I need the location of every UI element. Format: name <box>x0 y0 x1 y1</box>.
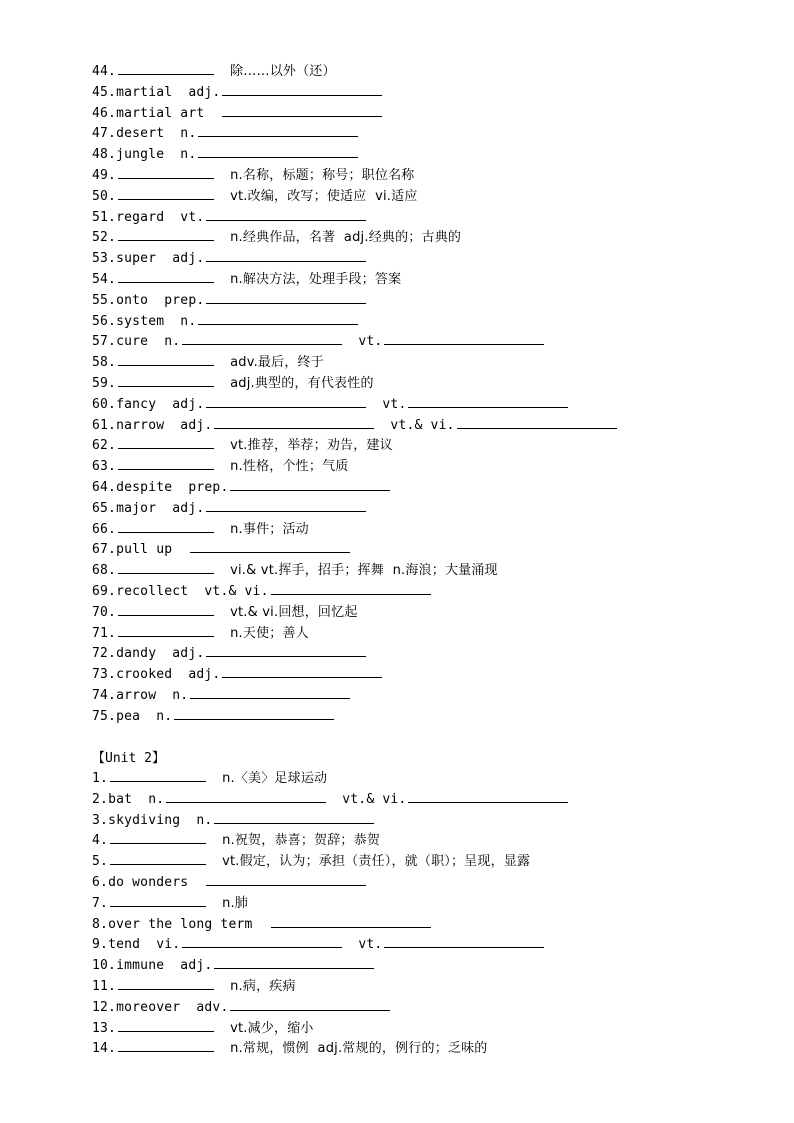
vocab-item <box>92 560 619 581</box>
answer-blank[interactable] <box>110 768 206 782</box>
answer-blank[interactable] <box>118 165 214 179</box>
vocab-item <box>92 810 570 831</box>
answer-blank[interactable] <box>118 269 214 283</box>
answer-blank[interactable] <box>118 61 214 75</box>
item-text: n.〈美〉足球运动 <box>222 771 328 786</box>
answer-blank[interactable] <box>384 934 544 948</box>
vocab-item <box>92 914 570 935</box>
item-text: arrow n. <box>116 687 189 703</box>
item-number: 2. <box>92 791 109 807</box>
item-number: 4. <box>92 833 109 849</box>
item-number: 5. <box>92 854 109 870</box>
vocab-item <box>92 144 619 165</box>
item-text: n.病，疾病 <box>230 978 296 994</box>
item-number: 46. <box>92 105 117 121</box>
vocab-item <box>92 123 619 144</box>
item-number: 70. <box>92 604 117 620</box>
item-number: 74. <box>92 687 117 703</box>
item-text: n.经典作品，名著 adj.经典的；古典的 <box>230 230 462 246</box>
item-number: 62. <box>92 438 117 454</box>
answer-blank[interactable] <box>206 872 366 886</box>
item-number: 64. <box>92 479 117 495</box>
answer-blank[interactable] <box>118 227 214 241</box>
item-number: 59. <box>92 375 117 391</box>
answer-blank[interactable] <box>118 560 214 574</box>
vocab-item <box>92 872 570 893</box>
vocab-item <box>92 643 619 664</box>
item-number: 63. <box>92 459 117 475</box>
answer-blank[interactable] <box>271 581 431 595</box>
answer-blank[interactable] <box>174 706 334 720</box>
answer-blank[interactable] <box>118 1018 214 1032</box>
item-text: vt.假定，认为；承担（责任），就（职）；呈现，显露 <box>222 854 531 870</box>
answer-blank[interactable] <box>222 82 382 96</box>
answer-blank[interactable] <box>214 955 374 969</box>
item-number: 58. <box>92 355 117 371</box>
answer-blank[interactable] <box>206 248 366 262</box>
vocab-item <box>92 934 570 955</box>
vocab-item <box>92 227 619 248</box>
vocab-item <box>92 331 619 352</box>
item-text: vt.改编，改写；使适应 vi.适应 <box>230 188 418 204</box>
answer-blank[interactable] <box>214 810 374 824</box>
item-number: 14. <box>92 1041 117 1057</box>
item-text: despite prep. <box>116 479 229 495</box>
item-number: 67. <box>92 542 117 558</box>
item-text: skydiving n. <box>108 812 213 828</box>
item-text: vt. <box>358 334 383 350</box>
item-text: n.名称，标题；称号；职位名称 <box>230 167 415 183</box>
item-number: 54. <box>92 271 117 287</box>
item-text: narrow adj. <box>116 417 213 433</box>
answer-blank[interactable] <box>118 352 214 366</box>
item-text: jungle n. <box>116 147 197 163</box>
item-number: 75. <box>92 708 117 724</box>
item-number: 61. <box>92 417 117 433</box>
vocab-item <box>92 706 619 727</box>
item-text: regard vt. <box>116 209 205 225</box>
item-text: moreover adv. <box>116 999 229 1015</box>
item-number: 55. <box>92 292 117 308</box>
answer-blank[interactable] <box>118 623 214 637</box>
item-text: tend vi. <box>108 937 181 953</box>
answer-blank[interactable] <box>118 976 214 990</box>
item-number: 6. <box>92 874 109 890</box>
answer-blank[interactable] <box>271 914 431 928</box>
item-number: 52. <box>92 230 117 246</box>
vocab-item <box>92 1018 570 1039</box>
item-text: n.事件；活动 <box>230 521 309 537</box>
item-text: dandy adj. <box>116 646 205 662</box>
vocab-item <box>92 1038 570 1059</box>
vocab-item <box>92 435 619 456</box>
vocab-item <box>92 394 619 415</box>
vocab-item <box>92 602 619 623</box>
answer-blank[interactable] <box>182 331 342 345</box>
item-text: n.解决方法，处理手段；答案 <box>230 271 402 287</box>
item-text: desert n. <box>116 126 197 142</box>
answer-blank[interactable] <box>198 311 358 325</box>
answer-blank[interactable] <box>457 415 617 429</box>
item-number: 10. <box>92 958 117 974</box>
item-number: 65. <box>92 500 117 516</box>
vocab-item <box>92 82 619 103</box>
item-text: over the long term <box>108 916 269 932</box>
vocab-item <box>92 664 619 685</box>
item-text: pea n. <box>116 708 173 724</box>
item-number: 8. <box>92 916 109 932</box>
item-text: bat n. <box>108 791 165 807</box>
item-text: crooked adj. <box>116 667 221 683</box>
vocab-item <box>92 311 619 332</box>
answer-blank[interactable] <box>118 186 214 200</box>
answer-blank[interactable] <box>118 519 214 533</box>
item-number: 71. <box>92 625 117 641</box>
item-text: n.肺 <box>222 895 249 911</box>
answer-blank[interactable] <box>110 830 206 844</box>
answer-blank[interactable] <box>206 394 366 408</box>
vocab-item <box>92 893 570 914</box>
answer-blank[interactable] <box>206 498 366 512</box>
item-text: n.性格，个性；气质 <box>230 459 349 475</box>
item-text: recollect vt.& vi. <box>116 583 269 599</box>
item-text: pull up <box>116 542 189 558</box>
item-text: vt. <box>382 396 407 412</box>
vocab-item <box>92 415 619 436</box>
item-text: n.常规，惯例 adj.常规的，例行的；乏味的 <box>230 1041 488 1057</box>
item-number: 13. <box>92 1020 117 1036</box>
answer-blank[interactable] <box>190 685 350 699</box>
item-text: martial art <box>116 105 221 121</box>
item-text: vt. <box>358 937 383 953</box>
item-text: vt.& vi.回想，回忆起 <box>230 604 358 620</box>
item-text: n.祝贺，恭喜；贺辞；恭贺 <box>222 833 381 849</box>
vocab-item <box>92 997 570 1018</box>
item-number: 9. <box>92 937 109 953</box>
vocab-item <box>92 103 619 124</box>
item-number: 12. <box>92 999 117 1015</box>
item-text: 除……以外（还） <box>230 64 336 79</box>
item-text: adv.最后，终于 <box>230 355 324 371</box>
answer-blank[interactable] <box>118 602 214 616</box>
answer-blank[interactable] <box>110 893 206 907</box>
item-number: 68. <box>92 563 117 579</box>
item-text: vt.& vi. <box>390 417 455 433</box>
item-text: super adj. <box>116 251 205 267</box>
vocab-item <box>92 290 619 311</box>
answer-blank[interactable] <box>198 144 358 158</box>
answer-blank[interactable] <box>222 664 382 678</box>
vocab-item <box>92 248 619 269</box>
answer-blank[interactable] <box>118 435 214 449</box>
vocab-item <box>92 477 619 498</box>
vocab-item <box>92 768 570 789</box>
vocab-item <box>92 830 570 851</box>
item-text: major adj. <box>116 500 205 516</box>
answer-blank[interactable] <box>384 331 544 345</box>
item-text: onto prep. <box>116 292 205 308</box>
answer-blank[interactable] <box>206 207 366 221</box>
vocab-item <box>92 976 570 997</box>
answer-blank[interactable] <box>118 373 214 387</box>
item-text: n.天使；善人 <box>230 625 309 641</box>
item-text: fancy adj. <box>116 396 205 412</box>
item-number: 47. <box>92 126 117 142</box>
answer-blank[interactable] <box>408 394 568 408</box>
item-number: 51. <box>92 209 117 225</box>
vocab-item <box>92 207 619 228</box>
item-number: 48. <box>92 147 117 163</box>
vocab-item <box>92 498 619 519</box>
answer-blank[interactable] <box>206 643 366 657</box>
item-text: system n. <box>116 313 197 329</box>
item-number: 72. <box>92 646 117 662</box>
answer-blank[interactable] <box>230 997 390 1011</box>
vocab-item <box>92 519 619 540</box>
vocab-item <box>92 623 619 644</box>
vocab-item <box>92 269 619 290</box>
item-text: immune adj. <box>116 958 213 974</box>
item-number: 1. <box>92 771 109 786</box>
answer-blank[interactable] <box>214 415 374 429</box>
vocab-list-unit1 <box>92 61 619 727</box>
answer-blank[interactable] <box>230 477 390 491</box>
answer-blank[interactable] <box>166 789 326 803</box>
item-number: 66. <box>92 521 117 537</box>
item-number: 60. <box>92 396 117 412</box>
item-text: vt.减少，缩小 <box>230 1020 314 1036</box>
answer-blank[interactable] <box>222 103 382 117</box>
item-text: vt.推荐，举荐；劝告，建议 <box>230 438 393 454</box>
answer-blank[interactable] <box>190 539 350 553</box>
vocab-item <box>92 581 619 602</box>
item-number: 3. <box>92 812 109 828</box>
answer-blank[interactable] <box>408 789 568 803</box>
vocab-list-unit2 <box>92 768 570 1059</box>
answer-blank[interactable] <box>110 851 206 865</box>
vocab-item <box>92 352 619 373</box>
vocab-item <box>92 373 619 394</box>
answer-blank[interactable] <box>206 290 366 304</box>
item-text: vt.& vi. <box>342 791 407 807</box>
item-text: cure n. <box>116 334 181 350</box>
vocab-item <box>92 789 570 810</box>
answer-blank[interactable] <box>118 456 214 470</box>
vocab-item <box>92 539 619 560</box>
item-number: 73. <box>92 667 117 683</box>
item-number: 44. <box>92 64 117 79</box>
answer-blank[interactable] <box>182 934 342 948</box>
item-number: 7. <box>92 895 109 911</box>
item-number: 57. <box>92 334 117 350</box>
item-text: do wonders <box>108 874 205 890</box>
answer-blank[interactable] <box>198 123 358 137</box>
item-text: adj.典型的，有代表性的 <box>230 375 374 391</box>
item-number: 69. <box>92 583 117 599</box>
vocab-item <box>92 851 570 872</box>
item-number: 53. <box>92 251 117 267</box>
item-number: 56. <box>92 313 117 329</box>
unit-2-heading: 【Unit 2】 <box>92 751 165 766</box>
item-number: 11. <box>92 978 117 994</box>
vocab-item <box>92 685 619 706</box>
item-number: 45. <box>92 84 117 100</box>
vocab-item <box>92 955 570 976</box>
vocab-item <box>92 61 619 82</box>
vocab-item <box>92 186 619 207</box>
vocab-item <box>92 165 619 186</box>
item-number: 49. <box>92 167 117 183</box>
item-text: martial adj. <box>116 84 221 100</box>
item-text: vi.& vt.挥手，招手；挥舞 n.海浪；大量涌现 <box>230 563 498 579</box>
item-number: 50. <box>92 188 117 204</box>
vocab-item <box>92 456 619 477</box>
answer-blank[interactable] <box>118 1038 214 1052</box>
